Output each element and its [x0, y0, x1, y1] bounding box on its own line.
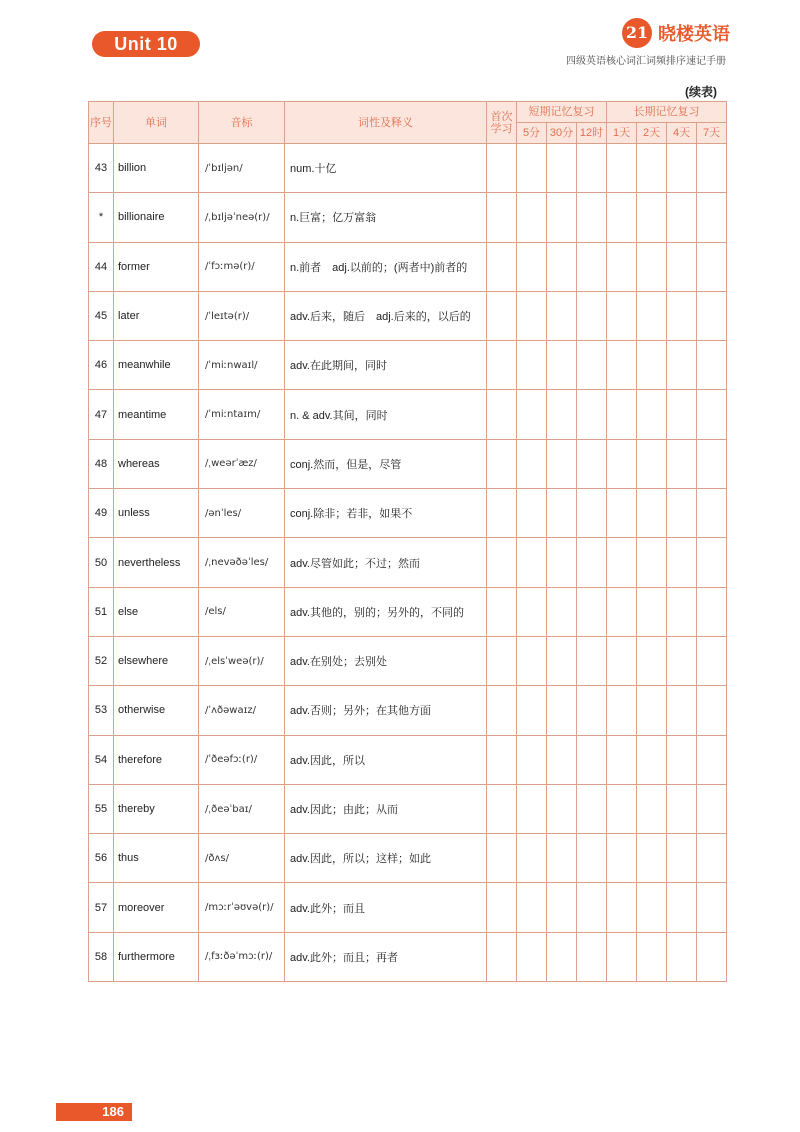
- review-checkbox-cell[interactable]: [667, 587, 697, 636]
- row-number: *: [89, 193, 114, 242]
- row-word: billion: [114, 144, 199, 193]
- review-checkbox-cell[interactable]: [577, 341, 607, 390]
- review-checkbox-cell[interactable]: [607, 291, 637, 340]
- review-checkbox-cell[interactable]: [637, 193, 667, 242]
- row-definition: adv.尽管如此；不过；然而: [285, 538, 487, 587]
- row-number: 53: [89, 686, 114, 735]
- review-checkbox-cell[interactable]: [607, 587, 637, 636]
- review-checkbox-cell[interactable]: [577, 784, 607, 833]
- review-checkbox-cell[interactable]: [697, 489, 727, 538]
- review-checkbox-cell[interactable]: [547, 636, 577, 685]
- review-checkbox-cell[interactable]: [487, 587, 517, 636]
- row-word: else: [114, 587, 199, 636]
- review-checkbox-cell[interactable]: [667, 834, 697, 883]
- row-definition: adv.其他的，别的；另外的，不同的: [285, 587, 487, 636]
- review-checkbox-cell[interactable]: [697, 735, 727, 784]
- review-checkbox-cell[interactable]: [637, 587, 667, 636]
- review-checkbox-cell[interactable]: [547, 341, 577, 390]
- review-checkbox-cell[interactable]: [517, 489, 547, 538]
- table-row: [89, 636, 727, 685]
- review-checkbox-cell[interactable]: [697, 883, 727, 932]
- row-word: thus: [114, 834, 199, 883]
- row-number: 58: [89, 932, 114, 981]
- review-checkbox-cell[interactable]: [637, 834, 667, 883]
- review-checkbox-cell[interactable]: [607, 489, 637, 538]
- header-num: 序号: [89, 102, 114, 144]
- vocab-table: [88, 101, 727, 982]
- review-checkbox-cell[interactable]: [697, 341, 727, 390]
- header-phonetic: 音标: [199, 102, 285, 144]
- review-checkbox-cell[interactable]: [607, 932, 637, 981]
- review-checkbox-cell[interactable]: [517, 735, 547, 784]
- review-checkbox-cell[interactable]: [637, 883, 667, 932]
- table-row: [89, 291, 727, 340]
- row-phonetic: /ˈmiːnwaɪl/: [199, 341, 285, 390]
- review-checkbox-cell[interactable]: [667, 341, 697, 390]
- review-checkbox-cell[interactable]: [577, 489, 607, 538]
- review-checkbox-cell[interactable]: [517, 784, 547, 833]
- review-checkbox-cell[interactable]: [517, 587, 547, 636]
- review-checkbox-cell[interactable]: [697, 834, 727, 883]
- brand-name: 晓楼英语: [658, 24, 730, 44]
- review-checkbox-cell[interactable]: [487, 341, 517, 390]
- row-word: meantime: [114, 390, 199, 439]
- review-checkbox-cell[interactable]: [517, 144, 547, 193]
- row-word: meanwhile: [114, 341, 199, 390]
- review-checkbox-cell[interactable]: [547, 932, 577, 981]
- review-checkbox-cell[interactable]: [517, 291, 547, 340]
- review-checkbox-cell[interactable]: [697, 784, 727, 833]
- review-checkbox-cell[interactable]: [637, 439, 667, 488]
- review-checkbox-cell[interactable]: [517, 242, 547, 291]
- table-row: [89, 341, 727, 390]
- review-checkbox-cell[interactable]: [577, 636, 607, 685]
- row-definition: adv.此外；而且: [285, 883, 487, 932]
- review-checkbox-cell[interactable]: [547, 291, 577, 340]
- review-checkbox-cell[interactable]: [577, 538, 607, 587]
- table-row: [89, 390, 727, 439]
- review-checkbox-cell[interactable]: [487, 784, 517, 833]
- row-definition: conj.然而，但是，尽管: [285, 439, 487, 488]
- review-checkbox-cell[interactable]: [487, 538, 517, 587]
- review-checkbox-cell[interactable]: [607, 834, 637, 883]
- review-checkbox-cell[interactable]: [607, 784, 637, 833]
- review-checkbox-cell[interactable]: [667, 291, 697, 340]
- review-checkbox-cell[interactable]: [487, 144, 517, 193]
- review-checkbox-cell[interactable]: [517, 686, 547, 735]
- review-checkbox-cell[interactable]: [577, 883, 607, 932]
- row-phonetic: /ˈfɔːmə(r)/: [199, 242, 285, 291]
- review-checkbox-cell[interactable]: [667, 390, 697, 439]
- row-word: nevertheless: [114, 538, 199, 587]
- review-checkbox-cell[interactable]: [607, 390, 637, 439]
- review-checkbox-cell[interactable]: [607, 636, 637, 685]
- row-phonetic: /ˌweərˈæz/: [199, 439, 285, 488]
- review-checkbox-cell[interactable]: [577, 242, 607, 291]
- table-row: [89, 587, 727, 636]
- review-checkbox-cell[interactable]: [487, 193, 517, 242]
- row-definition: adv.因此；由此；从而: [285, 784, 487, 833]
- review-checkbox-cell[interactable]: [697, 636, 727, 685]
- row-word: furthermore: [114, 932, 199, 981]
- review-checkbox-cell[interactable]: [547, 784, 577, 833]
- row-phonetic: /ˈʌðəwaɪz/: [199, 686, 285, 735]
- review-checkbox-cell[interactable]: [667, 636, 697, 685]
- review-checkbox-cell[interactable]: [637, 735, 667, 784]
- review-checkbox-cell[interactable]: [547, 390, 577, 439]
- unit-badge: Unit 10: [92, 31, 200, 57]
- review-checkbox-cell[interactable]: [487, 242, 517, 291]
- review-checkbox-cell[interactable]: [667, 883, 697, 932]
- header-short-term: 短期记忆复习: [517, 102, 607, 123]
- review-checkbox-cell[interactable]: [667, 242, 697, 291]
- row-definition: conj.除非；若非，如果不: [285, 489, 487, 538]
- row-definition: adv.因此，所以: [285, 735, 487, 784]
- review-checkbox-cell[interactable]: [547, 587, 577, 636]
- brand: [622, 18, 730, 48]
- header-interval: 4天: [667, 123, 697, 144]
- review-checkbox-cell[interactable]: [607, 538, 637, 587]
- table-row: [89, 932, 727, 981]
- brand-logo-icon: 21: [622, 18, 652, 48]
- row-number: 52: [89, 636, 114, 685]
- review-checkbox-cell[interactable]: [547, 834, 577, 883]
- table-row: [89, 144, 727, 193]
- row-number: 45: [89, 291, 114, 340]
- review-checkbox-cell[interactable]: [547, 144, 577, 193]
- review-checkbox-cell[interactable]: [607, 735, 637, 784]
- review-checkbox-cell[interactable]: [667, 144, 697, 193]
- review-checkbox-cell[interactable]: [637, 784, 667, 833]
- vocab-table-body: [89, 144, 727, 982]
- review-checkbox-cell[interactable]: [487, 291, 517, 340]
- review-checkbox-cell[interactable]: [667, 439, 697, 488]
- review-checkbox-cell[interactable]: [637, 341, 667, 390]
- row-word: thereby: [114, 784, 199, 833]
- row-number: 55: [89, 784, 114, 833]
- review-checkbox-cell[interactable]: [517, 834, 547, 883]
- review-checkbox-cell[interactable]: [517, 193, 547, 242]
- header-definition: 词性及释义: [285, 102, 487, 144]
- row-phonetic: /ˈmiːntaɪm/: [199, 390, 285, 439]
- row-phonetic: /ˌfɜːðəˈmɔː(r)/: [199, 932, 285, 981]
- row-definition: adv.后来，随后 adj.后来的，以后的: [285, 291, 487, 340]
- review-checkbox-cell[interactable]: [697, 291, 727, 340]
- review-checkbox-cell[interactable]: [697, 686, 727, 735]
- row-number: 46: [89, 341, 114, 390]
- review-checkbox-cell[interactable]: [697, 144, 727, 193]
- row-number: 56: [89, 834, 114, 883]
- review-checkbox-cell[interactable]: [517, 932, 547, 981]
- header-interval: 5分: [517, 123, 547, 144]
- header-long-term: 长期记忆复习: [607, 102, 727, 123]
- review-checkbox-cell[interactable]: [667, 193, 697, 242]
- review-checkbox-cell[interactable]: [547, 439, 577, 488]
- row-number: 51: [89, 587, 114, 636]
- table-row: [89, 489, 727, 538]
- row-number: 54: [89, 735, 114, 784]
- book-subtitle: 四级英语核心词汇词频排序速记手册: [566, 56, 726, 67]
- review-checkbox-cell[interactable]: [637, 538, 667, 587]
- header-interval: 1天: [607, 123, 637, 144]
- row-phonetic: /ˌbɪljəˈneə(r)/: [199, 193, 285, 242]
- row-definition: n.巨富；亿万富翁: [285, 193, 487, 242]
- review-checkbox-cell[interactable]: [517, 538, 547, 587]
- review-checkbox-cell[interactable]: [697, 193, 727, 242]
- row-word: billionaire: [114, 193, 199, 242]
- table-row: [89, 193, 727, 242]
- header-interval: 30分: [547, 123, 577, 144]
- review-checkbox-cell[interactable]: [487, 439, 517, 488]
- review-checkbox-cell[interactable]: [547, 686, 577, 735]
- review-checkbox-cell[interactable]: [637, 291, 667, 340]
- review-checkbox-cell[interactable]: [637, 489, 667, 538]
- review-checkbox-cell[interactable]: [547, 193, 577, 242]
- review-checkbox-cell[interactable]: [667, 686, 697, 735]
- row-definition: adv.在此期间，同时: [285, 341, 487, 390]
- row-word: elsewhere: [114, 636, 199, 685]
- row-word: otherwise: [114, 686, 199, 735]
- row-phonetic: /ˌelsˈweə(r)/: [199, 636, 285, 685]
- row-number: 50: [89, 538, 114, 587]
- review-checkbox-cell[interactable]: [577, 193, 607, 242]
- row-word: unless: [114, 489, 199, 538]
- review-checkbox-cell[interactable]: [577, 439, 607, 488]
- row-definition: adv.否则；另外；在其他方面: [285, 686, 487, 735]
- row-definition: num.十亿: [285, 144, 487, 193]
- row-number: 57: [89, 883, 114, 932]
- review-checkbox-cell[interactable]: [577, 932, 607, 981]
- row-word: therefore: [114, 735, 199, 784]
- review-checkbox-cell[interactable]: [577, 390, 607, 439]
- review-checkbox-cell[interactable]: [577, 834, 607, 883]
- review-checkbox-cell[interactable]: [487, 834, 517, 883]
- review-checkbox-cell[interactable]: [697, 390, 727, 439]
- row-number: 47: [89, 390, 114, 439]
- row-definition: adv.此外；而且；再者: [285, 932, 487, 981]
- review-checkbox-cell[interactable]: [487, 883, 517, 932]
- review-checkbox-cell[interactable]: [517, 341, 547, 390]
- review-checkbox-cell[interactable]: [697, 242, 727, 291]
- review-checkbox-cell[interactable]: [577, 587, 607, 636]
- table-row: [89, 834, 727, 883]
- table-row: [89, 242, 727, 291]
- header-first-study: 首次学习: [487, 102, 517, 144]
- review-checkbox-cell[interactable]: [637, 390, 667, 439]
- review-checkbox-cell[interactable]: [547, 242, 577, 291]
- table-row: [89, 784, 727, 833]
- review-checkbox-cell[interactable]: [607, 341, 637, 390]
- review-checkbox-cell[interactable]: [667, 538, 697, 587]
- row-phonetic: /ənˈles/: [199, 489, 285, 538]
- row-definition: n. & adv.其间，同时: [285, 390, 487, 439]
- header-interval: 12时: [577, 123, 607, 144]
- review-checkbox-cell[interactable]: [577, 291, 607, 340]
- review-checkbox-cell[interactable]: [517, 390, 547, 439]
- table-row: [89, 735, 727, 784]
- row-phonetic: /mɔːrˈəʊvə(r)/: [199, 883, 285, 932]
- page-number: 186: [56, 1103, 132, 1121]
- review-checkbox-cell[interactable]: [547, 489, 577, 538]
- review-checkbox-cell[interactable]: [487, 932, 517, 981]
- review-checkbox-cell[interactable]: [637, 932, 667, 981]
- review-checkbox-cell[interactable]: [637, 636, 667, 685]
- table-row: [89, 686, 727, 735]
- row-word: later: [114, 291, 199, 340]
- review-checkbox-cell[interactable]: [697, 932, 727, 981]
- row-phonetic: /ˈðeəfɔː(r)/: [199, 735, 285, 784]
- review-checkbox-cell[interactable]: [667, 784, 697, 833]
- row-phonetic: /els/: [199, 587, 285, 636]
- review-checkbox-cell[interactable]: [637, 686, 667, 735]
- review-checkbox-cell[interactable]: [697, 439, 727, 488]
- review-checkbox-cell[interactable]: [637, 242, 667, 291]
- review-checkbox-cell[interactable]: [607, 193, 637, 242]
- row-definition: n.前者 adj.以前的；(两者中)前者的: [285, 242, 487, 291]
- row-number: 48: [89, 439, 114, 488]
- review-checkbox-cell[interactable]: [607, 883, 637, 932]
- review-checkbox-cell[interactable]: [637, 144, 667, 193]
- review-checkbox-cell[interactable]: [667, 489, 697, 538]
- row-phonetic: /ˈleɪtə(r)/: [199, 291, 285, 340]
- row-number: 44: [89, 242, 114, 291]
- header-interval: 7天: [697, 123, 727, 144]
- review-checkbox-cell[interactable]: [667, 932, 697, 981]
- row-number: 43: [89, 144, 114, 193]
- review-checkbox-cell[interactable]: [607, 439, 637, 488]
- table-row: [89, 439, 727, 488]
- review-checkbox-cell[interactable]: [607, 242, 637, 291]
- header-word: 单词: [114, 102, 199, 144]
- review-checkbox-cell[interactable]: [607, 686, 637, 735]
- review-checkbox-cell[interactable]: [697, 538, 727, 587]
- row-definition: adv.因此，所以；这样；如此: [285, 834, 487, 883]
- review-checkbox-cell[interactable]: [577, 144, 607, 193]
- row-number: 49: [89, 489, 114, 538]
- row-phonetic: /ðʌs/: [199, 834, 285, 883]
- table-row: [89, 538, 727, 587]
- row-word: whereas: [114, 439, 199, 488]
- row-word: former: [114, 242, 199, 291]
- row-definition: adv.在别处；去别处: [285, 636, 487, 685]
- review-checkbox-cell[interactable]: [547, 735, 577, 784]
- row-phonetic: /ˈbɪljən/: [199, 144, 285, 193]
- review-checkbox-cell[interactable]: [487, 735, 517, 784]
- review-checkbox-cell[interactable]: [697, 587, 727, 636]
- header-interval: 2天: [637, 123, 667, 144]
- review-checkbox-cell[interactable]: [547, 883, 577, 932]
- review-checkbox-cell[interactable]: [607, 144, 637, 193]
- review-checkbox-cell[interactable]: [577, 686, 607, 735]
- continued-label: (续表): [685, 85, 717, 99]
- table-row: [89, 883, 727, 932]
- row-phonetic: /ˌðeəˈbaɪ/: [199, 784, 285, 833]
- review-checkbox-cell[interactable]: [517, 883, 547, 932]
- review-checkbox-cell[interactable]: [577, 735, 607, 784]
- review-checkbox-cell[interactable]: [517, 636, 547, 685]
- review-checkbox-cell[interactable]: [547, 538, 577, 587]
- review-checkbox-cell[interactable]: [487, 489, 517, 538]
- review-checkbox-cell[interactable]: [487, 636, 517, 685]
- review-checkbox-cell[interactable]: [487, 686, 517, 735]
- review-checkbox-cell[interactable]: [517, 439, 547, 488]
- row-word: moreover: [114, 883, 199, 932]
- review-checkbox-cell[interactable]: [487, 390, 517, 439]
- row-phonetic: /ˌnevəðəˈles/: [199, 538, 285, 587]
- review-checkbox-cell[interactable]: [667, 735, 697, 784]
